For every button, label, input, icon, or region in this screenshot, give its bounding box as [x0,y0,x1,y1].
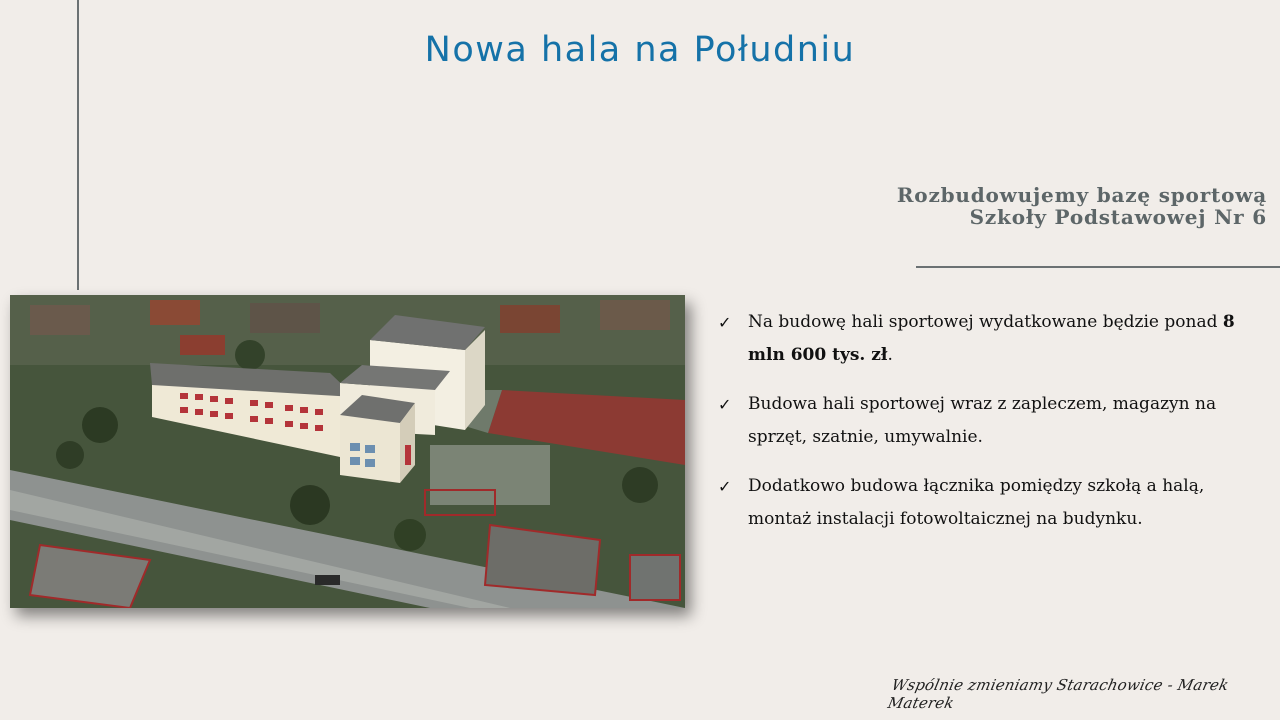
signature: Wspólnie zmieniamy Starachowice - Marek Materek [886,676,1231,712]
aerial-visualization-image [10,295,685,608]
check-icon: ✓ [718,477,732,496]
check-icon: ✓ [718,313,732,332]
subtitle-line-2: Szkoły Podstawowej Nr 6 [969,205,1267,229]
check-icon: ✓ [718,395,732,414]
bullet-list [718,306,1238,552]
list-item [718,306,1238,372]
bullet-text: Dodatkowo budowa łącznika pomiędzy szkołą a halą, montaż instalacji fotowoltaicznej na budynku. [748,476,1205,529]
bullet-text-end: . [887,345,893,365]
bullet-text: Na budowę hali sportowej wydatkowane będzie ponad [748,312,1223,332]
slide-title: Nowa hala na Południu [424,30,856,70]
subtitle-line-1: Rozbudowujemy bazę sportową [896,183,1267,207]
list-item [718,470,1238,536]
list-item [718,388,1238,454]
horizontal-divider [916,266,1280,268]
slide-subtitle [767,184,1267,228]
bullet-text: Budowa hali sportowej wraz z zapleczem, magazyn na sprzęt, szatnie, umywalnie. [748,394,1217,447]
bullet-amount: 8 mln 600 tys. zł [748,312,1235,365]
